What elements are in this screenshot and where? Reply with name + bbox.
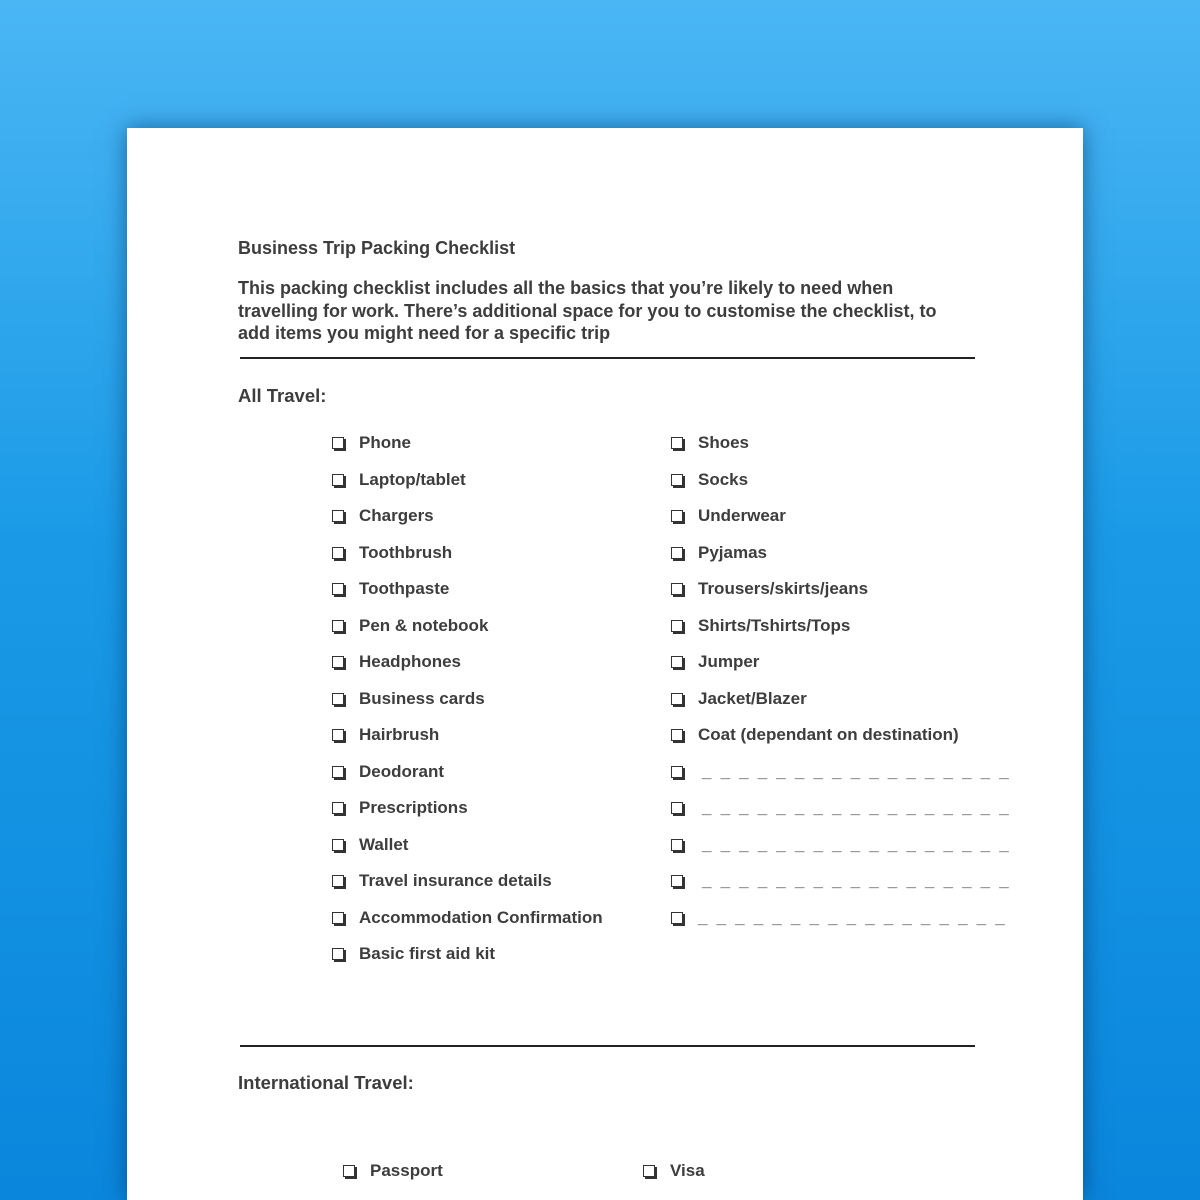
checkbox-icon[interactable] [332, 875, 344, 887]
checklist-item-label: Phone [359, 433, 411, 452]
checklist-item-label: Visa [670, 1161, 705, 1180]
blank-fill-line[interactable]: _ _ _ _ _ _ _ _ _ _ _ _ _ _ _ _ _ [702, 798, 1011, 817]
international-travel-heading: International Travel: [238, 1072, 414, 1093]
checkbox-icon[interactable] [671, 766, 683, 778]
checklist-item[interactable] [671, 578, 868, 600]
checklist-item[interactable] [671, 615, 850, 637]
checklist-item-label: Accommodation Confirmation [359, 908, 603, 927]
checklist-item-label: Trousers/skirts/jeans [698, 579, 869, 598]
blank-checklist-item[interactable] [671, 761, 1011, 783]
checkbox-icon[interactable] [671, 802, 683, 814]
checkbox-icon[interactable] [332, 948, 344, 960]
blank-checklist-item[interactable] [671, 797, 1011, 819]
checklist-item-label: Passport [370, 1161, 443, 1180]
checkbox-icon[interactable] [671, 875, 683, 887]
checklist-item[interactable] [671, 542, 767, 564]
checklist-item-label: Shirts/Tshirts/Tops [698, 616, 851, 635]
checklist-item-label: Deodorant [359, 762, 444, 781]
checkbox-icon[interactable] [643, 1165, 655, 1177]
checkbox-icon[interactable] [332, 729, 344, 741]
checkbox-icon[interactable] [671, 620, 683, 632]
checklist-item-label: Toothpaste [359, 579, 450, 598]
intro-line: travelling for work. There’s additional space for you to customise the checklist, to [238, 300, 937, 321]
checklist-item[interactable] [343, 1160, 443, 1182]
checklist-item[interactable] [332, 724, 439, 746]
checkbox-icon[interactable] [332, 620, 344, 632]
checklist-item[interactable] [671, 505, 786, 527]
checklist-item-label: Socks [698, 470, 749, 489]
checklist-item[interactable] [332, 651, 461, 673]
checklist-item-label: Laptop/tablet [359, 470, 466, 489]
checklist-item-label: Business cards [359, 689, 485, 708]
checklist-item[interactable] [332, 469, 466, 491]
checklist-item-label: Jacket/Blazer [698, 689, 807, 708]
document-title: Business Trip Packing Checklist [238, 238, 516, 258]
checklist-item[interactable] [671, 432, 749, 454]
checkbox-icon[interactable] [671, 656, 683, 668]
checkbox-icon[interactable] [671, 693, 683, 705]
checklist-item[interactable] [332, 761, 444, 783]
checklist-item-label: Basic first aid kit [359, 944, 496, 963]
blank-fill-line[interactable]: _ _ _ _ _ _ _ _ _ _ _ _ _ _ _ _ _ [702, 762, 1011, 781]
checkbox-icon[interactable] [332, 839, 344, 851]
checkbox-icon[interactable] [332, 437, 344, 449]
checklist-item[interactable] [332, 943, 495, 965]
checklist-item[interactable] [332, 870, 552, 892]
checklist-item-label: Toothbrush [359, 543, 453, 562]
checklist-item-label: Chargers [359, 506, 434, 525]
checklist-item[interactable] [332, 834, 408, 856]
checklist-item[interactable] [332, 432, 411, 454]
blank-fill-line[interactable]: _ _ _ _ _ _ _ _ _ _ _ _ _ _ _ _ _ [698, 908, 1007, 927]
checklist-item-label: Jumper [698, 652, 760, 671]
checklist-item[interactable] [332, 797, 468, 819]
divider-line [240, 357, 975, 359]
checklist-item-label: Hairbrush [359, 725, 440, 744]
intro-paragraph [238, 277, 983, 345]
checklist-item[interactable] [671, 469, 748, 491]
checkbox-icon[interactable] [332, 912, 344, 924]
checklist-item-label: Pen & notebook [359, 616, 489, 635]
checkbox-icon[interactable] [671, 839, 683, 851]
checkbox-icon[interactable] [671, 583, 683, 595]
blank-checklist-item[interactable] [671, 907, 1007, 929]
checklist-item-label: Coat (dependant on destination) [698, 725, 959, 744]
checkbox-icon[interactable] [332, 510, 344, 522]
divider-line [240, 1045, 975, 1047]
checklist-item[interactable] [332, 907, 603, 929]
blank-checklist-item[interactable] [671, 834, 1011, 856]
intro-line: add items you might need for a specific trip [238, 323, 611, 343]
checkbox-icon[interactable] [671, 729, 683, 741]
checklist-page [127, 128, 1083, 1200]
checklist-item-label: Shoes [698, 433, 750, 452]
checklist-item[interactable] [643, 1160, 705, 1182]
checklist-item-label: Prescriptions [359, 798, 468, 817]
checkbox-icon[interactable] [332, 802, 344, 814]
checkbox-icon[interactable] [332, 656, 344, 668]
checklist-item-label: Travel insurance details [359, 871, 552, 890]
checklist-item-label: Pyjamas [698, 543, 767, 562]
checkbox-icon[interactable] [671, 912, 683, 924]
checkbox-icon[interactable] [671, 437, 683, 449]
checklist-item-label: Wallet [359, 835, 409, 854]
blank-fill-line[interactable]: _ _ _ _ _ _ _ _ _ _ _ _ _ _ _ _ _ [702, 835, 1011, 854]
checkbox-icon[interactable] [332, 547, 344, 559]
checklist-item[interactable] [671, 651, 759, 673]
checkbox-icon[interactable] [671, 474, 683, 486]
checkbox-icon[interactable] [332, 474, 344, 486]
checklist-item[interactable] [671, 688, 807, 710]
checkbox-icon[interactable] [343, 1165, 355, 1177]
checklist-item[interactable] [332, 578, 449, 600]
checkbox-icon[interactable] [332, 583, 344, 595]
checklist-item[interactable] [332, 505, 434, 527]
checklist-item-label: Underwear [698, 506, 786, 525]
checklist-item[interactable] [332, 688, 485, 710]
all-travel-heading: All Travel: [238, 385, 327, 406]
blank-checklist-item[interactable] [671, 870, 1011, 892]
checkbox-icon[interactable] [671, 547, 683, 559]
blank-fill-line[interactable]: _ _ _ _ _ _ _ _ _ _ _ _ _ _ _ _ _ [702, 871, 1011, 890]
checklist-item[interactable] [332, 615, 488, 637]
checklist-item[interactable] [671, 724, 959, 746]
checklist-item-label: Headphones [359, 652, 462, 671]
checklist-item[interactable] [332, 542, 452, 564]
checkbox-icon[interactable] [332, 693, 344, 705]
intro-line: This packing checklist includes all the basics that you’re likely to need when [238, 278, 894, 298]
checkbox-icon[interactable] [671, 510, 683, 522]
checkbox-icon[interactable] [332, 766, 344, 778]
